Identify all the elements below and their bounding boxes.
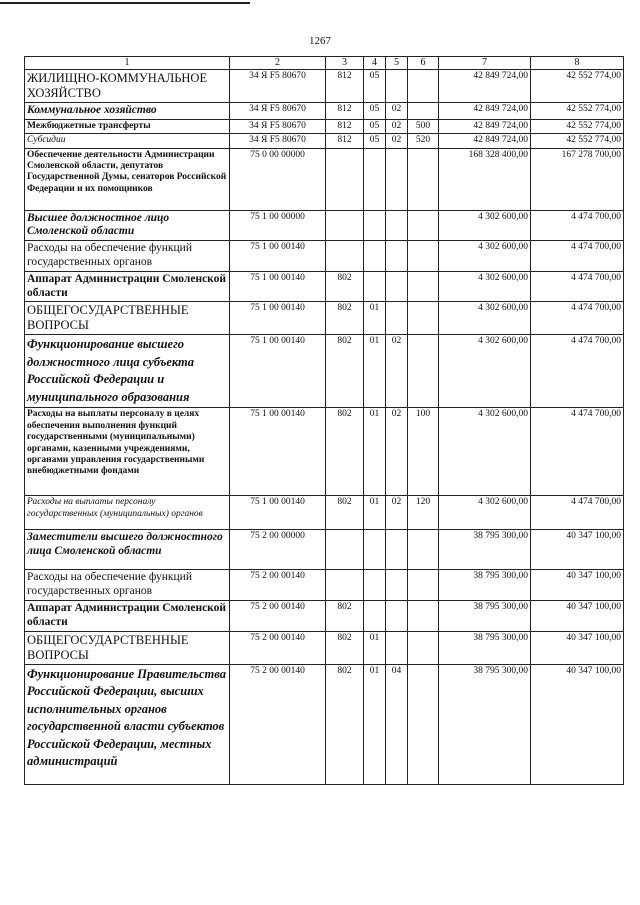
code-col6 xyxy=(408,210,439,241)
code-col5 xyxy=(386,210,408,241)
code-col5 xyxy=(386,70,408,103)
amount-col7: 42 849 724,00 xyxy=(439,103,531,120)
amount-col7: 38 795 300,00 xyxy=(439,530,531,570)
amount-col8: 4 474 700,00 xyxy=(531,241,624,272)
column-header: 6 xyxy=(408,57,439,70)
code-col4: 01 xyxy=(364,664,386,784)
code-col6 xyxy=(408,103,439,120)
table-row xyxy=(25,335,624,408)
code-col4: 01 xyxy=(364,496,386,530)
table-row xyxy=(25,119,624,133)
code-col3 xyxy=(326,241,364,272)
code-col3: 802 xyxy=(326,664,364,784)
budget-table xyxy=(24,56,624,785)
table-row xyxy=(25,271,624,302)
column-header: 8 xyxy=(531,57,624,70)
table-row xyxy=(25,600,624,631)
column-header: 4 xyxy=(364,57,386,70)
amount-col8: 42 552 774,00 xyxy=(531,134,624,148)
budget-code: 75 1 00 00140 xyxy=(230,302,326,335)
column-header: 7 xyxy=(439,57,531,70)
table-row xyxy=(25,496,624,530)
code-col6: 520 xyxy=(408,134,439,148)
amount-col8: 42 552 774,00 xyxy=(531,119,624,133)
amount-col7: 4 302 600,00 xyxy=(439,496,531,530)
code-col5 xyxy=(386,570,408,601)
amount-col8: 42 552 774,00 xyxy=(531,70,624,103)
code-col4: 01 xyxy=(364,408,386,496)
code-col5 xyxy=(386,148,408,210)
row-name: Расходы на выплаты персоналу государственных (муниципальных) органов xyxy=(25,496,230,530)
amount-col7: 38 795 300,00 xyxy=(439,600,531,631)
code-col5: 02 xyxy=(386,335,408,408)
code-col5 xyxy=(386,302,408,335)
amount-col7: 42 849 724,00 xyxy=(439,119,531,133)
code-col6 xyxy=(408,70,439,103)
table-row xyxy=(25,302,624,335)
column-header: 1 xyxy=(25,57,230,70)
amount-col8: 4 474 700,00 xyxy=(531,408,624,496)
amount-col7: 4 302 600,00 xyxy=(439,271,531,302)
code-col3 xyxy=(326,148,364,210)
code-col4: 01 xyxy=(364,335,386,408)
code-col5 xyxy=(386,600,408,631)
amount-col7: 38 795 300,00 xyxy=(439,664,531,784)
budget-code: 75 1 00 00140 xyxy=(230,408,326,496)
amount-col7: 4 302 600,00 xyxy=(439,210,531,241)
table-row xyxy=(25,408,624,496)
code-col4 xyxy=(364,570,386,601)
amount-col8: 40 347 100,00 xyxy=(531,664,624,784)
code-col6 xyxy=(408,271,439,302)
column-header: 2 xyxy=(230,57,326,70)
table-row xyxy=(25,570,624,601)
row-name: Расходы на обеспечение функций государственных органов xyxy=(25,570,230,601)
code-col4 xyxy=(364,210,386,241)
amount-col8: 40 347 100,00 xyxy=(531,631,624,664)
code-col3: 812 xyxy=(326,134,364,148)
code-col3 xyxy=(326,530,364,570)
row-name: Субсидии xyxy=(25,134,230,148)
amount-col8: 4 474 700,00 xyxy=(531,210,624,241)
code-col6 xyxy=(408,302,439,335)
code-col3: 802 xyxy=(326,271,364,302)
amount-col8: 4 474 700,00 xyxy=(531,335,624,408)
code-col3: 802 xyxy=(326,631,364,664)
table-row xyxy=(25,241,624,272)
code-col6 xyxy=(408,530,439,570)
code-col5 xyxy=(386,241,408,272)
table-row xyxy=(25,148,624,210)
amount-col7: 38 795 300,00 xyxy=(439,631,531,664)
budget-code: 75 2 00 00140 xyxy=(230,664,326,784)
code-col4: 01 xyxy=(364,631,386,664)
budget-code: 34 Я F5 80670 xyxy=(230,70,326,103)
header-row xyxy=(25,57,624,70)
budget-code: 34 Я F5 80670 xyxy=(230,119,326,133)
code-col3: 802 xyxy=(326,408,364,496)
code-col5: 02 xyxy=(386,408,408,496)
code-col5: 02 xyxy=(386,134,408,148)
code-col3: 802 xyxy=(326,496,364,530)
row-name: Функционирование высшего должностного лица субъекта Российской Федерации и муниципального образования xyxy=(25,335,230,408)
amount-col8: 40 347 100,00 xyxy=(531,530,624,570)
code-col3: 802 xyxy=(326,302,364,335)
code-col5: 02 xyxy=(386,496,408,530)
code-col5: 04 xyxy=(386,664,408,784)
row-name: Аппарат Администрации Смоленской области xyxy=(25,271,230,302)
budget-code: 75 1 00 00140 xyxy=(230,335,326,408)
code-col6: 120 xyxy=(408,496,439,530)
row-name: ОБЩЕГОСУДАРСТВЕННЫЕ ВОПРОСЫ xyxy=(25,631,230,664)
budget-code: 34 Я F5 80670 xyxy=(230,103,326,120)
amount-col8: 4 474 700,00 xyxy=(531,496,624,530)
row-name: Межбюджетные трансферты xyxy=(25,119,230,133)
budget-code: 75 2 00 00140 xyxy=(230,631,326,664)
code-col4: 05 xyxy=(364,134,386,148)
code-col3 xyxy=(326,570,364,601)
code-col4 xyxy=(364,271,386,302)
code-col5 xyxy=(386,530,408,570)
table-row xyxy=(25,70,624,103)
code-col4: 05 xyxy=(364,103,386,120)
code-col3: 802 xyxy=(326,335,364,408)
code-col6 xyxy=(408,600,439,631)
table-row xyxy=(25,103,624,120)
code-col5: 02 xyxy=(386,119,408,133)
amount-col7: 4 302 600,00 xyxy=(439,241,531,272)
table-row xyxy=(25,631,624,664)
code-col3 xyxy=(326,210,364,241)
amount-col7: 4 302 600,00 xyxy=(439,335,531,408)
amount-col7: 42 849 724,00 xyxy=(439,134,531,148)
code-col4 xyxy=(364,600,386,631)
code-col3: 802 xyxy=(326,600,364,631)
budget-code: 75 1 00 00140 xyxy=(230,241,326,272)
row-name: Функционирование Правительства Российской Федерации, высших исполнительных органов государственной власти субъектов Российской Федерации, местных администраций xyxy=(25,664,230,784)
row-name: ЖИЛИЩНО-КОММУНАЛЬНОЕ ХОЗЯЙСТВО xyxy=(25,70,230,103)
budget-code: 75 1 00 00000 xyxy=(230,210,326,241)
amount-col8: 42 552 774,00 xyxy=(531,103,624,120)
row-name: Заместители высшего должностного лица Смоленской области xyxy=(25,530,230,570)
code-col4: 05 xyxy=(364,119,386,133)
amount-col8: 167 278 700,00 xyxy=(531,148,624,210)
row-name: Высшее должностное лицо Смоленской области xyxy=(25,210,230,241)
code-col3: 812 xyxy=(326,119,364,133)
amount-col7: 4 302 600,00 xyxy=(439,408,531,496)
column-header: 5 xyxy=(386,57,408,70)
budget-code: 75 0 00 00000 xyxy=(230,148,326,210)
budget-code: 75 2 00 00140 xyxy=(230,600,326,631)
budget-code: 75 1 00 00140 xyxy=(230,271,326,302)
code-col6 xyxy=(408,148,439,210)
page-number: 1267 xyxy=(309,35,331,47)
row-name: Расходы на обеспечение функций государственных органов xyxy=(25,241,230,272)
budget-code: 34 Я F5 80670 xyxy=(230,134,326,148)
budget-code: 75 2 00 00000 xyxy=(230,530,326,570)
table-row xyxy=(25,530,624,570)
budget-code: 75 2 00 00140 xyxy=(230,570,326,601)
code-col6 xyxy=(408,570,439,601)
code-col4 xyxy=(364,148,386,210)
amount-col7: 4 302 600,00 xyxy=(439,302,531,335)
code-col6: 500 xyxy=(408,119,439,133)
row-name: Расходы на выплаты персоналу в целях обеспечения выполнения функций государственными (муниципальными) органами, казенными учреждениями, органами управления государственными внебюджетными фондами xyxy=(25,408,230,496)
code-col5 xyxy=(386,631,408,664)
code-col4 xyxy=(364,530,386,570)
code-col4: 01 xyxy=(364,302,386,335)
column-header: 3 xyxy=(326,57,364,70)
table-row xyxy=(25,210,624,241)
code-col6 xyxy=(408,241,439,272)
table-row xyxy=(25,664,624,784)
code-col6 xyxy=(408,335,439,408)
table-row xyxy=(25,134,624,148)
code-col6 xyxy=(408,631,439,664)
code-col3: 812 xyxy=(326,103,364,120)
amount-col8: 40 347 100,00 xyxy=(531,600,624,631)
amount-col8: 4 474 700,00 xyxy=(531,271,624,302)
amount-col7: 168 328 400,00 xyxy=(439,148,531,210)
code-col5: 02 xyxy=(386,103,408,120)
code-col6 xyxy=(408,664,439,784)
code-col3: 812 xyxy=(326,70,364,103)
amount-col8: 4 474 700,00 xyxy=(531,302,624,335)
row-name: Обеспечение деятельности Администрации Смоленской области, депутатов Государственной Думы, сенаторов Российской Федерации и их помощников xyxy=(25,148,230,210)
row-name: Коммунальное хозяйство xyxy=(25,103,230,120)
code-col5 xyxy=(386,271,408,302)
top-rule xyxy=(0,2,250,4)
code-col6: 100 xyxy=(408,408,439,496)
code-col4 xyxy=(364,241,386,272)
amount-col7: 38 795 300,00 xyxy=(439,570,531,601)
amount-col7: 42 849 724,00 xyxy=(439,70,531,103)
row-name: ОБЩЕГОСУДАРСТВЕННЫЕ ВОПРОСЫ xyxy=(25,302,230,335)
row-name: Аппарат Администрации Смоленской области xyxy=(25,600,230,631)
budget-code: 75 1 00 00140 xyxy=(230,496,326,530)
code-col4: 05 xyxy=(364,70,386,103)
amount-col8: 40 347 100,00 xyxy=(531,570,624,601)
